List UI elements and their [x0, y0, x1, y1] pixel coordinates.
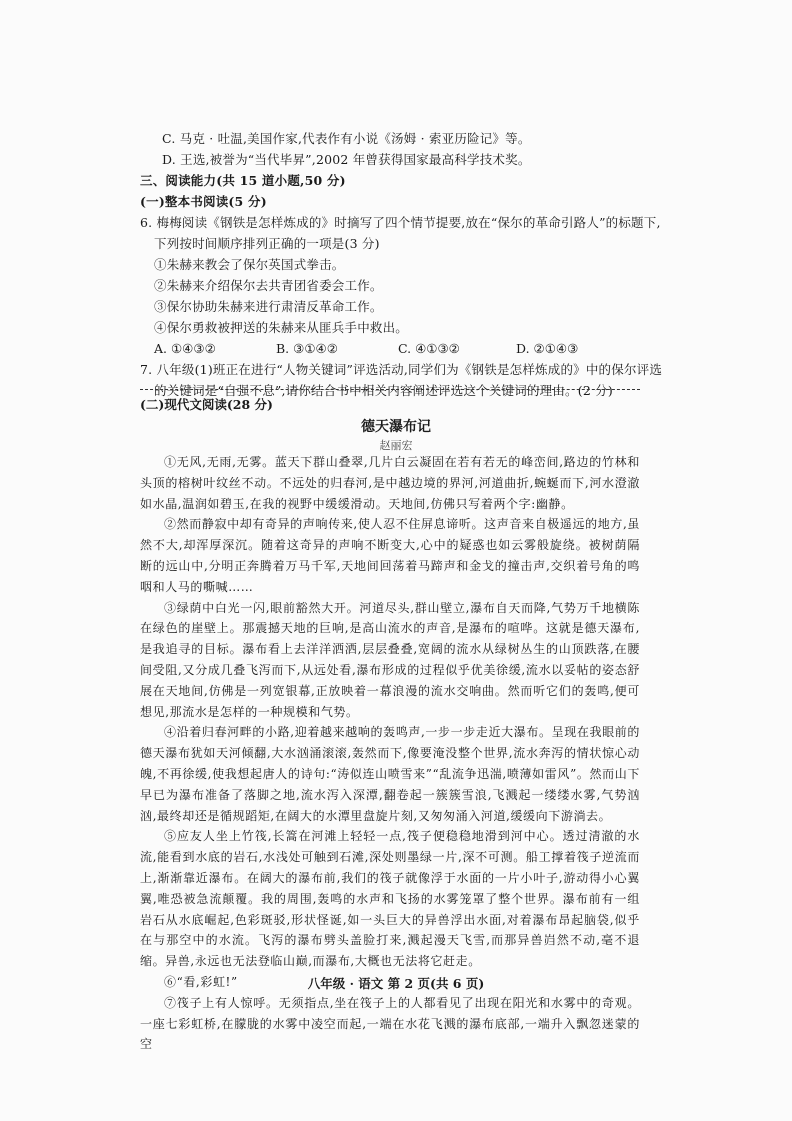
article-paragraph-2: ②然而静寂中却有奇异的声响传来,使人忍不住屏息谛听。这声音来自极遥远的地方,虽然不大,却浑厚深沉。随着这奇异的声响不断变大,心中的疑惑也如云雾般旋绕。被树荫隔断的远山中,分明正奔腾着万马千军,天地间回荡着马蹄声和金戈的撞击声,交织着号角的鸣咽和人马的嘶喊…… — [140, 517, 640, 594]
question-6-item-2: ②朱赫来介绍保尔去共青团省委会工作。 — [154, 278, 383, 293]
question-7-line2: 的关键词是“自强不息”,请你结合书中相关内容阐述评选这个关键词的理由。(2 分) — [154, 383, 613, 398]
section-divider — [140, 389, 640, 390]
choice-b: B. ③①④② — [276, 341, 338, 356]
article-paragraph-4: ④沿着归春河畔的小路,迎着越来越响的轰鸣声,一步一步走近大瀑布。呈现在我眼前的德天瀑布犹如天河倾翻,大水汹涌滚滚,轰然而下,像要淹没整个世界,流水奔泻的情状惊心动魄,不再徐缓,使我想起唐人的诗句:“涛似连山喷雪来”“乱流争迅湍,喷薄如雷风”。然而山下早已为瀑布准备了落脚之地,流水泻入深潭,翻卷起一簇簇雪浪,飞溅起一缕缕水雾,气势汹汹,最终却还是循规蹈矩,在阔大的水潭里盘旋片刻,又匆匆涌入河道,缓缓向下游淌去。 — [140, 725, 640, 823]
top-section — [140, 128, 663, 401]
question-6-line2: 下列按时间顺序排列正确的一项是(3 分) — [154, 236, 380, 251]
option-d: D. 王选,被誉为“当代毕昇”,2002 年曾获得国家最高科学技术奖。 — [162, 152, 531, 167]
article-paragraph-1: ①无风,无雨,无雾。蓝天下群山叠翠,几片白云凝固在若有若无的峰峦间,路边的竹林和头顶的榕树叶纹丝不动。不远处的归春河,是中越边境的界河,河道曲折,蜿蜒而下,河水澄澈如水晶,温润如碧玉,在我的视野中缓缓滑动。天地间,仿佛只写着两个字:幽静。 — [140, 455, 640, 511]
article-title: 德天瀑布记 — [361, 419, 431, 435]
article-paragraph-5: ⑤应友人坐上竹筏,长篙在河滩上轻轻一点,筏子便稳稳地滑到河中心。透过清澈的水流,能看到水底的岩石,水浅处可触到石滩,深处则墨绿一片,深不可测。船工撑着筏子逆流而上,渐渐靠近瀑布。在阔大的瀑布前,我们的筏子就像浮于水面的一片小叶子,游动得小心翼翼,唯恐被急流颠覆。我的周围,轰鸣的水声和飞扬的水雾笼罩了整个世界。瀑布前有一组岩石从水底崛起,色彩斑驳,形状怪诞,如一头巨大的异兽浮出水面,对着瀑布昂起脑袋,似乎在与那空中的水流。飞泻的瀑布劈头盖脸打来,溅起漫天飞雪,而那异兽岿然不动,毫不退缩。异兽,永远也无法登临山巅,而瀑布,大概也无法将它赶走。 — [140, 829, 640, 969]
question-6-item-1: ①朱赫来教会了保尔英国式拳击。 — [154, 257, 345, 272]
article-paragraph-3: ③绿荫中白光一闪,眼前豁然大开。河道尽头,群山壁立,瀑布自天而降,气势万千地横陈在绿色的崖壁上。那震撼天地的巨响,是高山流水的声音,是瀑布的喧哗。这就是德天瀑布,是我追寻的目标。瀑布看上去洋洋洒洒,层层叠叠,宽阔的流水从绿树丛生的山顶跌落,在腰间受阻,又分成几叠飞泻而下,从远处看,瀑布形成的过程似乎优美徐缓,流水以妥帖的姿态舒展在天地间,仿佛是一列宽银幕,正放映着一幕浪漫的流水交响曲。然而听它们的轰鸣,便可想见,那流水是怎样的一种规模和气势。 — [140, 600, 640, 719]
question-6-choices — [140, 338, 640, 359]
article-body — [140, 452, 640, 1055]
page-footer: 八年级 · 语文 第 2 页(共 6 页) — [307, 976, 485, 991]
article-author: 赵丽宏 — [379, 439, 413, 452]
section-header: 三、阅读能力(共 15 道小题,50 分) — [140, 173, 346, 188]
choice-c: C. ④①③② — [398, 341, 460, 356]
choice-a: A. ①④③② — [154, 341, 216, 356]
question-6-item-3: ③保尔协助朱赫来进行肃清反革命工作。 — [154, 299, 383, 314]
subsection-whole-book: (一)整本书阅读(5 分) — [140, 194, 267, 209]
question-7-line1: 7. 八年级(1)班正在进行“人物关键词”评选活动,同学们为《钢铁是怎样炼成的》中的保尔评选 — [140, 362, 663, 377]
article-paragraph-7: ⑦筏子上有人惊呼。无须指点,坐在筏子上的人都看见了出现在阳光和水雾中的奇观。一座七彩虹桥,在朦胧的水雾中凌空而起,一端在水花飞溅的瀑布底部,一端升入飘忽迷蒙的空 — [140, 995, 640, 1052]
question-6-item-4: ④保尔勇救被押送的朱赫来从匪兵手中救出。 — [154, 320, 409, 335]
subsection-modern-reading: (二)现代文阅读(28 分) — [140, 397, 273, 412]
article-paragraph-6: ⑥“看,彩虹!” — [164, 974, 238, 989]
option-c: C. 马克 · 吐温,美国作家,代表作有小说《汤姆 · 索亚历险记》等。 — [162, 131, 531, 146]
question-6-line1: 6. 梅梅阅读《钢铁是怎样炼成的》时摘写了四个情节提要,放在“保尔的革命引路人”的标题下, — [140, 215, 661, 230]
choice-d: D. ②①④③ — [516, 341, 579, 356]
